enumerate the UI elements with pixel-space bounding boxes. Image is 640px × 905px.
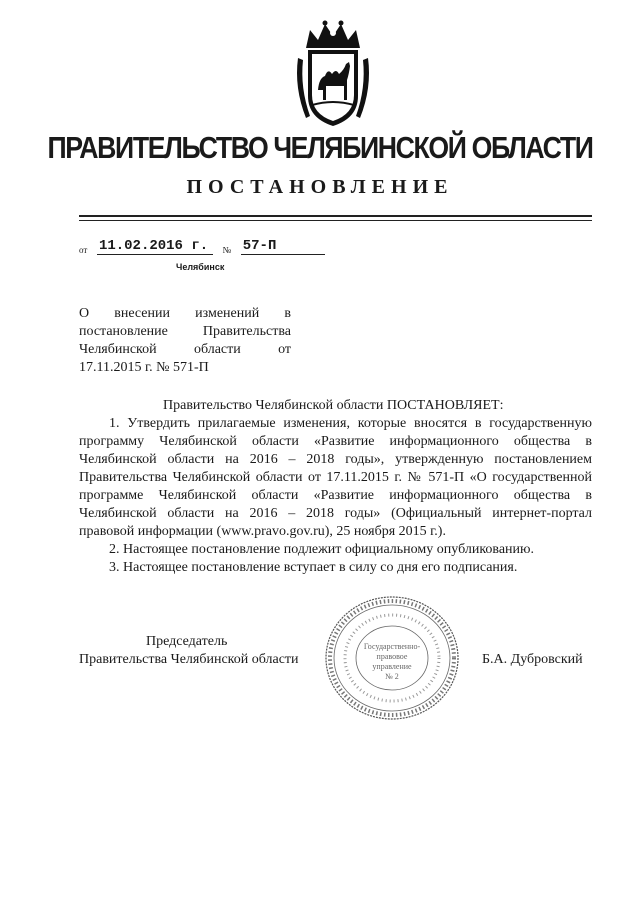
- header-rule-thick: [79, 215, 592, 217]
- document-subject: [79, 305, 291, 377]
- resolution-item-3: 3. Настоящее постановление вступает в силу со дня его подписания.: [109, 560, 518, 575]
- subject-line: 17.11.2015 г. № 571-П: [79, 360, 209, 375]
- resolution-item-1: 1. Утвердить прилагаемые изменения, которые вносятся в государственную программу Челябинской области «Развитие информационного общества в Челябинской области на 2016 – 2018 годы», утвержденную постановлением Правительства Челябинской области от 17.11.2015 г. № 571-П «О государственной программе Челябинской области «Развитие информационного общества в Челябинской области на 2016 – 2018 годы» (Официальный интернет-портал правовой информации (www.pravo.gov.ru), 25 ноября 2015 г.).: [79, 416, 592, 539]
- coat-of-arms-icon: [292, 18, 374, 130]
- signatory-role-line2: Правительства Челябинской области: [79, 652, 299, 667]
- resolution-intro: Правительство Челябинской области ПОСТАНОВЛЯЕТ:: [163, 398, 504, 413]
- seal-line: правовое: [376, 652, 408, 661]
- seal-line: № 2: [385, 672, 399, 681]
- date-prefix: от: [79, 245, 88, 255]
- city-label: Челябинск: [176, 262, 225, 272]
- seal-line: управление: [372, 662, 412, 671]
- subject-line: О внесении изменений в: [79, 306, 291, 321]
- header-rule-thin: [79, 220, 592, 221]
- subject-line: постановление Правительства: [79, 324, 291, 339]
- number-prefix: №: [222, 245, 232, 255]
- document-number: 57-П: [241, 238, 325, 255]
- resolution-item-2: 2. Настоящее постановление подлежит официальному опубликованию.: [109, 542, 534, 557]
- government-title: ПРАВИТЕЛЬСТВО ЧЕЛЯБИНСКОЙ ОБЛАСТИ: [47, 130, 593, 165]
- document-type: ПОСТАНОВЛЕНИЕ: [186, 176, 454, 198]
- subject-line: Челябинской области от: [79, 342, 291, 357]
- seal-line: Государственно-: [363, 642, 421, 651]
- official-seal-icon: [322, 593, 462, 723]
- signatory-role-line1: Председатель: [146, 634, 228, 649]
- signatory-name: Б.А. Дубровский: [482, 652, 583, 667]
- document-body: [79, 397, 592, 577]
- date-number-line: [79, 236, 325, 255]
- document-date: 11.02.2016 г.: [97, 238, 213, 255]
